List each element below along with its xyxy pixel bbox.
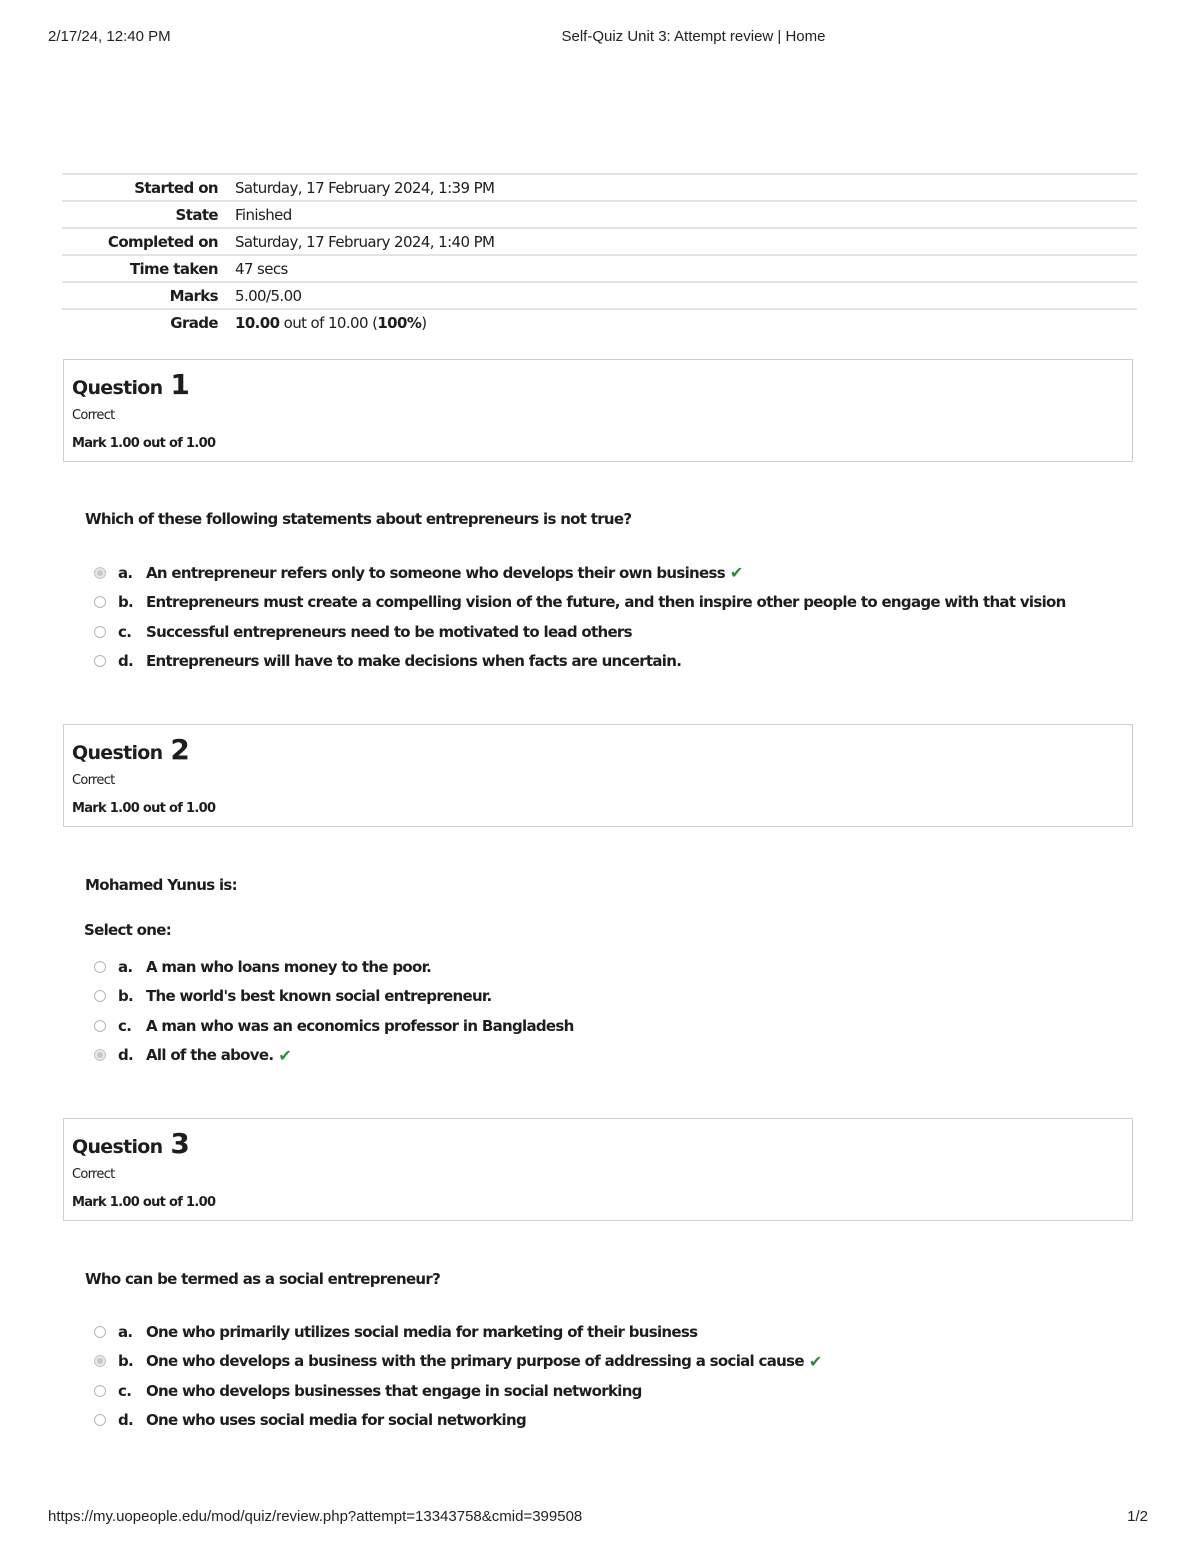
print-page-number: 1/2: [1127, 1508, 1148, 1525]
summary-row-started: [62, 174, 1137, 201]
state-value: Finished: [235, 201, 1137, 228]
question-1-answers: [94, 558, 1066, 676]
check-icon: ✔: [729, 563, 743, 583]
answer-letter: c.: [118, 1381, 132, 1400]
answer-letter: d.: [118, 1411, 134, 1430]
answer-option: [94, 617, 1066, 647]
radio-icon[interactable]: [94, 1385, 106, 1397]
answer-letter: a.: [118, 563, 133, 582]
radio-icon[interactable]: [94, 1020, 106, 1032]
question-label: Question: [72, 377, 163, 399]
question-2-answers: [94, 952, 574, 1070]
answer-letter: c.: [118, 1016, 132, 1035]
question-label: Question: [72, 1136, 163, 1158]
radio-icon[interactable]: [94, 961, 106, 973]
radio-icon[interactable]: [94, 1414, 106, 1426]
answer-letter: b.: [118, 1352, 134, 1371]
question-2-title: [72, 733, 189, 766]
answer-option: [94, 647, 1066, 677]
answer-letter: a.: [118, 1322, 133, 1341]
answer-text: One who develops a business with the primary purpose of addressing a social cause: [146, 1352, 804, 1371]
grade-label: Grade: [62, 309, 235, 335]
question-mark: Mark 1.00 out of 1.00: [72, 801, 216, 816]
radio-icon[interactable]: [94, 626, 106, 638]
answer-text: One who primarily utilizes social media for marketing of their business: [146, 1322, 698, 1341]
radio-icon[interactable]: [94, 990, 106, 1002]
started-on-label: Started on: [62, 174, 235, 201]
print-footer: [0, 1508, 1200, 1528]
grade-percent: 100%: [377, 313, 422, 332]
time-taken-label: Time taken: [62, 255, 235, 282]
question-number: 2: [170, 733, 190, 766]
question-state: Correct: [72, 1167, 115, 1182]
print-page-title: Self-Quiz Unit 3: Attempt review | Home: [561, 28, 826, 45]
check-icon: ✔: [278, 1045, 292, 1065]
answer-text: Entrepreneurs will have to make decisions when facts are uncertain.: [146, 652, 682, 671]
summary-row-marks: [62, 282, 1137, 309]
summary-row-time: [62, 255, 1137, 282]
question-2-info: [63, 724, 1133, 827]
time-taken-value: 47 secs: [235, 255, 1137, 282]
question-3-text: Who can be termed as a social entrepreneur?: [85, 1270, 441, 1288]
select-one-prompt: Select one:: [84, 921, 172, 939]
answer-letter: c.: [118, 622, 132, 641]
answer-text: An entrepreneur refers only to someone who develops their own business: [146, 563, 725, 582]
check-icon: ✔: [808, 1351, 822, 1371]
answer-letter: a.: [118, 957, 133, 976]
marks-label: Marks: [62, 282, 235, 309]
question-mark: Mark 1.00 out of 1.00: [72, 436, 216, 451]
question-1-text: Which of these following statements about entrepreneurs is not true?: [85, 510, 632, 528]
question-1-title: [72, 368, 189, 401]
radio-selected-icon[interactable]: [94, 1049, 106, 1061]
question-2-text: Mohamed Yunus is:: [85, 876, 237, 894]
question-number: 3: [170, 1127, 190, 1160]
question-1-info: [63, 359, 1133, 462]
answer-text: All of the above.: [146, 1046, 274, 1065]
answer-option: [94, 952, 574, 982]
answer-letter: d.: [118, 1046, 134, 1065]
answer-text: A man who loans money to the poor.: [146, 957, 432, 976]
grade-out-of: out of 10.00 (: [279, 313, 378, 332]
answer-option: [94, 1317, 822, 1347]
question-3-title: [72, 1127, 189, 1160]
answer-option: [94, 1376, 822, 1406]
answer-letter: b.: [118, 987, 134, 1006]
grade-close: ): [421, 313, 427, 332]
answer-text: One who develops businesses that engage in social networking: [146, 1381, 642, 1400]
print-url: https://my.uopeople.edu/mod/quiz/review.php?attempt=13343758&cmid=399508: [48, 1508, 583, 1525]
answer-option: [94, 1011, 574, 1041]
answer-letter: b.: [118, 593, 134, 612]
question-3-info: [63, 1118, 1133, 1221]
summary-row-completed: [62, 228, 1137, 255]
answer-option: [94, 558, 1066, 588]
radio-icon[interactable]: [94, 655, 106, 667]
answer-option: [94, 982, 574, 1012]
radio-selected-icon[interactable]: [94, 567, 106, 579]
print-datetime: 2/17/24, 12:40 PM: [48, 28, 171, 45]
radio-selected-icon[interactable]: [94, 1355, 106, 1367]
answer-text: Successful entrepreneurs need to be motivated to lead others: [146, 622, 632, 641]
answer-option: [94, 1041, 574, 1071]
completed-on-label: Completed on: [62, 228, 235, 255]
grade-value: 10.00: [235, 313, 280, 332]
summary-row-state: [62, 201, 1137, 228]
answer-letter: d.: [118, 652, 134, 671]
grade-value-cell: [235, 309, 1137, 335]
started-on-value: Saturday, 17 February 2024, 1:39 PM: [235, 174, 1137, 201]
radio-icon[interactable]: [94, 596, 106, 608]
question-state: Correct: [72, 773, 115, 788]
marks-value: 5.00/5.00: [235, 282, 1137, 309]
attempt-summary-table: [62, 173, 1137, 335]
completed-on-value: Saturday, 17 February 2024, 1:40 PM: [235, 228, 1137, 255]
answer-option: [94, 1406, 822, 1436]
answer-option: [94, 588, 1066, 618]
question-3-answers: [94, 1317, 822, 1435]
radio-icon[interactable]: [94, 1326, 106, 1338]
question-state: Correct: [72, 408, 115, 423]
answer-text: The world's best known social entrepreneur.: [146, 987, 492, 1006]
state-label: State: [62, 201, 235, 228]
print-header: [0, 28, 1200, 48]
question-mark: Mark 1.00 out of 1.00: [72, 1195, 216, 1210]
question-number: 1: [170, 368, 190, 401]
answer-text: A man who was an economics professor in Bangladesh: [146, 1016, 574, 1035]
summary-row-grade: [62, 309, 1137, 335]
answer-option: [94, 1347, 822, 1377]
answer-text: Entrepreneurs must create a compelling vision of the future, and then inspire other people to engage with that vision: [146, 593, 1066, 612]
answer-text: One who uses social media for social networking: [146, 1411, 527, 1430]
question-label: Question: [72, 742, 163, 764]
